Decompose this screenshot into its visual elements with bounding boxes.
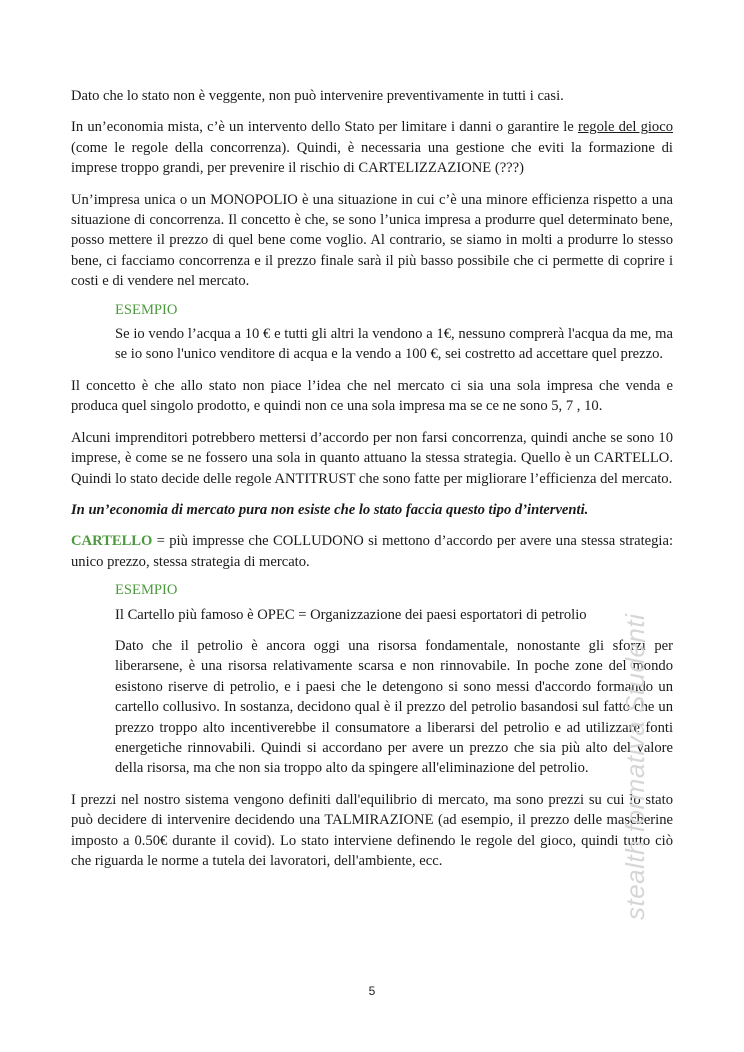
page-number: 5	[368, 984, 376, 998]
paragraph-mixed-economy-intro: Dato che lo stato non è veggente, non può intervenire preventivamente in tutti i casi.	[71, 88, 564, 104]
example-block-2	[115, 580, 673, 779]
paragraph-mixed-economy	[71, 117, 673, 178]
cartel-term: CARTELLO	[71, 533, 153, 550]
example-block-1	[115, 300, 673, 365]
watermark: stealth formativa Studenti	[620, 613, 650, 920]
paragraph-cartel-definition	[71, 531, 673, 572]
rules-link-text: regole del gioco	[577, 119, 673, 136]
example-heading: ESEMPIO	[115, 582, 178, 599]
paragraph-prices: I prezzi nel nostro sistema vengono definiti dall'equilibrio di mercato, ma sono prezzi su cui lo stato può decidere di intervenire decidendo una TALMIRAZIONE (ad esempio, il prezzo delle mascherine imposto a 0.50€ durante il covid). Lo stato interviene definendo le regole del gioco, quindi tutto ciò che riguarda le norme a tutela dei lavoratori, dell'ambiente, ecc.	[71, 791, 673, 869]
paragraph-state-concept: Il concetto è che allo stato non piace l’idea che nel mercato ci sia una sola impresa che venda e produca quel singolo prodotto, e quindi non ce una sola impresa ma se ce ne sono 5, 7 , 10.	[71, 377, 673, 415]
paragraph-monopoly: Un’impresa unica o un MONOPOLIO è una situazione in cui c’è una minore efficienza rispetto a una situazione di concorrenza. Il concetto è che, se sono l’unica impresa a produrre quel determinato bene, posso mettere il prezzo di quel bene come voglio. Al contrario, se siamo in molti a produrre lo stesso bene, ci facciamo concorrenza e il prezzo finale sarà il più basso possibile che ci permette di coprire i costi e di vendere nel mercato.	[71, 191, 673, 290]
paragraph-text: In un’economia mista, c’è un intervento dello Stato per limitare i danni o garantire le	[71, 119, 578, 136]
example-heading: ESEMPIO	[115, 301, 178, 318]
paragraph-pure-market: In un’economia di mercato pura non esiste che lo stato faccia questo tipo d’interventi.	[71, 501, 589, 518]
example-text: Se io vendo l’acqua a 10 € e tutti gli altri la vendono a 1€, nessuno comprerà l'acqua da me, ma se io sono l'unico venditore di acqua e la vendo a 100 €, sei costretto ad accettare quel prezzo.	[115, 326, 673, 363]
paragraph-text: = più impresse che COLLUDONO si mettono d’accordo per avere una stessa strategia: unico prezzo, stessa strategia di mercato.	[71, 533, 673, 570]
example-opec-line: Il Cartello più famoso è OPEC = Organizzazione dei paesi esportatori di petrolio	[115, 606, 587, 623]
example-opec-text: Dato che il petrolio è ancora oggi una risorsa fondamentale, nonostante gli sforzi per liberarsene, è una risorsa relativamente scarsa e non rinnovabile. In poche zone del mondo esistono riserve di petrolio, e i paesi che le detengono si sono messi d'accordo formando un cartello collusivo. In sostanza, decidono qual è il prezzo del petrolio basandosi sul fatto che un prezzo troppo alto incentiverebbe il consumatore a liberarsi del petrolio e ad utilizzare fonti energetiche rinnovabili. Quindi si accordano per avere un prezzo che sia più alto del valore della risorsa, ma che non sia troppo alto da spingere all'eliminazione del petrolio.	[115, 637, 673, 777]
paragraph-text: (come le regole della concorrenza). Quindi, è necessaria una gestione che eviti la formazione di imprese troppo grandi, per prevenire il rischio di CARTELIZZAZIONE (???)	[71, 139, 673, 177]
document-page	[71, 86, 673, 871]
paragraph-cartel: Alcuni imprenditori potrebbero mettersi d’accordo per non farsi concorrenza, quindi anche se sono 10 imprese, è come se ne fossero una sola in quanto attuano la stessa strategia. Quello è un CARTELLO. Quindi lo stato decide delle regole ANTITRUST che sono fatte per migliorare l’efficienza del mercato.	[71, 429, 673, 487]
